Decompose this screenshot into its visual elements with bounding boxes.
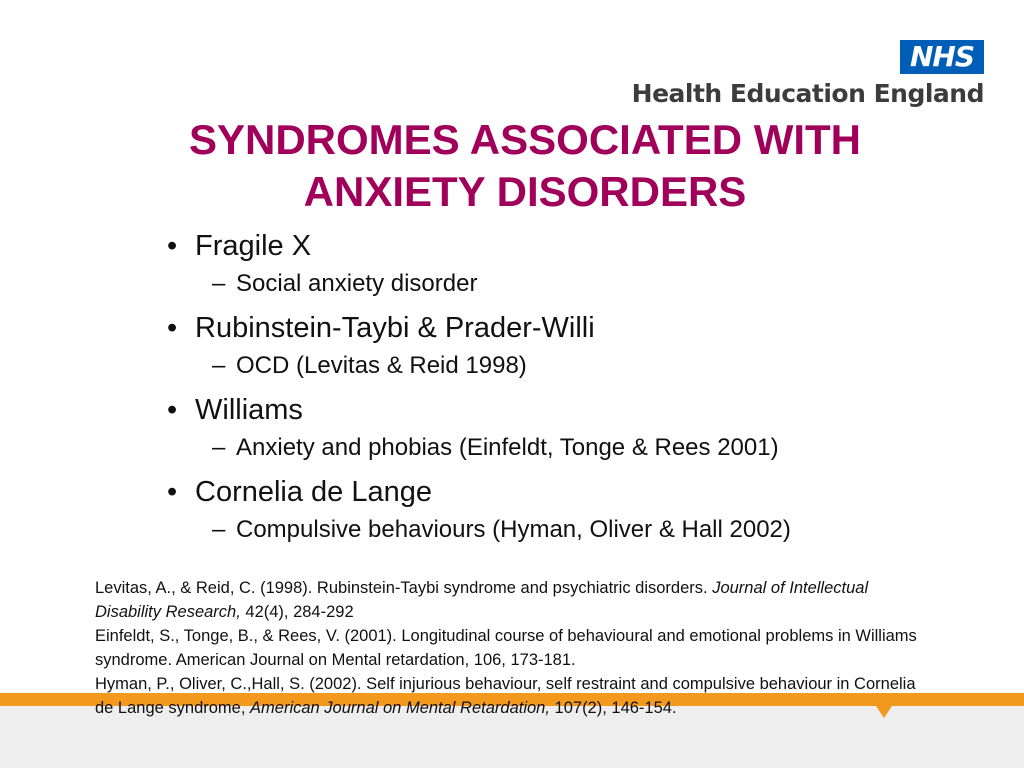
sub-bullet-anxiety-phobias: – Anxiety and phobias (Einfeldt, Tonge & Rees 2001) bbox=[165, 433, 791, 474]
title-line-2: ANXIETY DISORDERS bbox=[303, 168, 747, 215]
references bbox=[95, 576, 925, 720]
title-line-1: SYNDROMES ASSOCIATED WITH bbox=[188, 116, 862, 163]
nhs-hee-logo bbox=[631, 40, 984, 110]
bullet-rubinstein-prader: • Rubinstein-Taybi & Prader-Willi bbox=[165, 310, 791, 351]
bullet-cornelia-de-lange: • Cornelia de Lange bbox=[165, 474, 791, 515]
reference-levitas: Levitas, A., & Reid, C. (1998). Rubinstein-Taybi syndrome and psychiatric disorders. Journal of Intellectual Disability Research, 42(4), 284-292 bbox=[95, 579, 869, 621]
syndrome-list bbox=[165, 228, 791, 556]
nhs-logo-box: NHS bbox=[900, 40, 984, 74]
sub-bullet-compulsive: – Compulsive behaviours (Hyman, Oliver & Hall 2002) bbox=[165, 515, 791, 556]
slide-title bbox=[140, 114, 910, 218]
organisation-name: Health Education England bbox=[631, 79, 984, 108]
sub-bullet-social-anxiety: – Social anxiety disorder bbox=[165, 269, 791, 310]
reference-hyman: Hyman, P., Oliver, C.,Hall, S. (2002). Self injurious behaviour, self restraint and compulsive behaviour in Cornelia de Lange syndrome, American Journal on Mental Retardation, 107(2), 146-154. bbox=[95, 675, 916, 717]
sub-bullet-ocd: – OCD (Levitas & Reid 1998) bbox=[165, 351, 791, 392]
reference-einfeldt: Einfeldt, S., Tonge, B., & Rees, V. (2001). Longitudinal course of behavioural and emotional problems in Williams syndrome. American Journal on Mental retardation, 106, 173-181. bbox=[95, 627, 917, 669]
bullet-fragile-x: • Fragile X bbox=[165, 228, 791, 269]
bullet-williams: • Williams bbox=[165, 392, 791, 433]
